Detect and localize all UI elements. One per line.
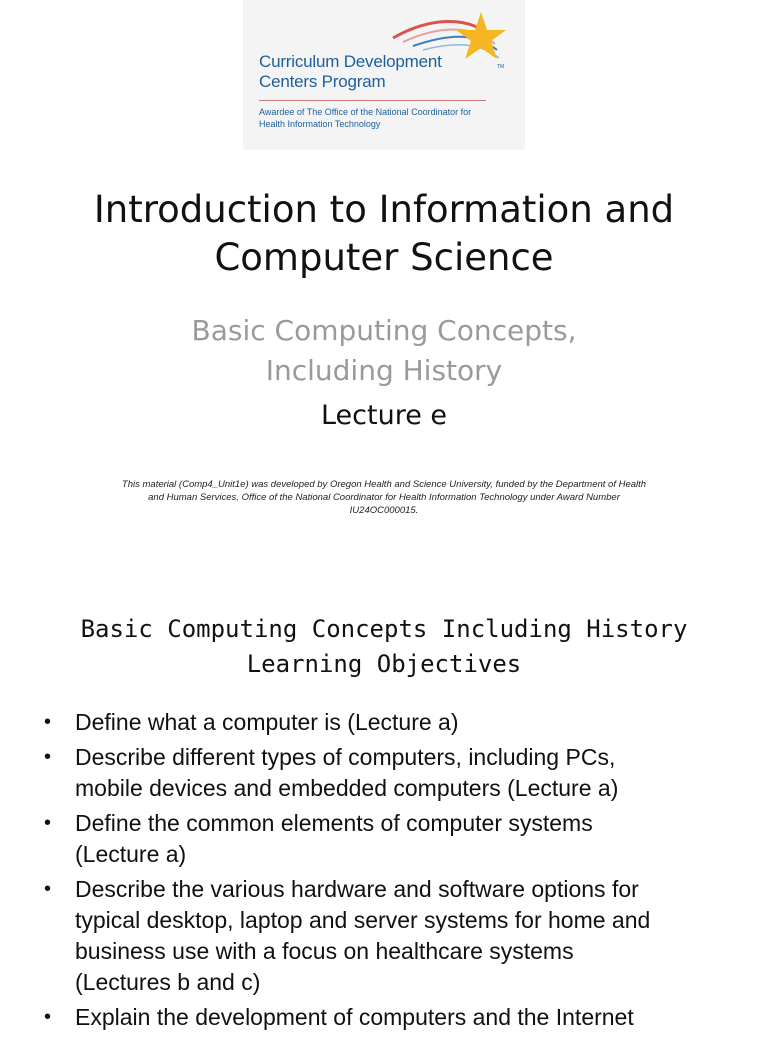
objective-text-line: Describe different types of computers, including PCs, [75, 744, 616, 770]
objectives-title-line2: Learning Objectives [246, 650, 522, 678]
objective-text-line: (Lecture a) [75, 841, 187, 867]
course-title-line2: Computer Science [214, 236, 554, 279]
objectives-title-line1: Basic Computing Concepts Including History [80, 615, 688, 643]
objective-text-line: (Lectures b and c) [75, 969, 261, 995]
objectives-slide [0, 600, 768, 1030]
course-title [0, 186, 768, 282]
objective-text-line: business use with a focus on healthcare systems [75, 938, 574, 964]
objective-text-line: mobile devices and embedded computers (Lecture a) [75, 775, 619, 801]
funding-credit [90, 478, 678, 517]
objective-text-line: Explain the development of computers and the Internet [75, 1004, 634, 1030]
bullet-icon: • [44, 878, 52, 900]
objective-item [44, 707, 734, 738]
unit-subtitle-line2: Including History [265, 354, 503, 387]
trademark-mark: TM [497, 64, 505, 70]
bullet-icon: • [44, 711, 52, 733]
cdc-program-logo [243, 0, 525, 150]
unit-subtitle-line1: Basic Computing Concepts, [191, 314, 577, 347]
objective-item [44, 808, 734, 870]
funding-credit-line2: and Human Services, Office of the National Coordinator for Health Information Technology under Award Number [148, 492, 620, 503]
bullet-icon: • [44, 1006, 52, 1028]
logo-title-line1: Curriculum Development [259, 52, 442, 71]
objective-text-line: Define the common elements of computer systems [75, 810, 593, 836]
course-title-line1: Introduction to Information and [93, 188, 675, 231]
objective-text-line: Describe the various hardware and software options for [75, 876, 639, 902]
objectives-list [44, 707, 734, 1037]
objective-item [44, 1002, 734, 1033]
objective-item [44, 874, 734, 998]
unit-subtitle [0, 311, 768, 391]
objective-text-line: typical desktop, laptop and server systems for home and [75, 907, 651, 933]
funding-credit-line1: This material (Comp4_Unit1e) was developed by Oregon Health and Science University, funded by the Department of Health [121, 479, 647, 490]
logo-divider [259, 100, 486, 101]
bullet-icon: • [44, 812, 52, 834]
logo-subtitle-line2: Health Information Technology [259, 119, 381, 129]
logo-subtitle-line1: Awardee of The Office of the National Coordinator for [259, 107, 472, 117]
funding-credit-line3: IU24OC000015. [349, 505, 419, 516]
objectives-title [0, 612, 768, 682]
objective-item [44, 742, 734, 804]
bullet-icon: • [44, 746, 52, 768]
objective-text-line: Define what a computer is (Lecture a) [75, 709, 459, 735]
lecture-label: Lecture e [320, 400, 448, 431]
logo-title-line2: Centers Program [259, 72, 386, 91]
